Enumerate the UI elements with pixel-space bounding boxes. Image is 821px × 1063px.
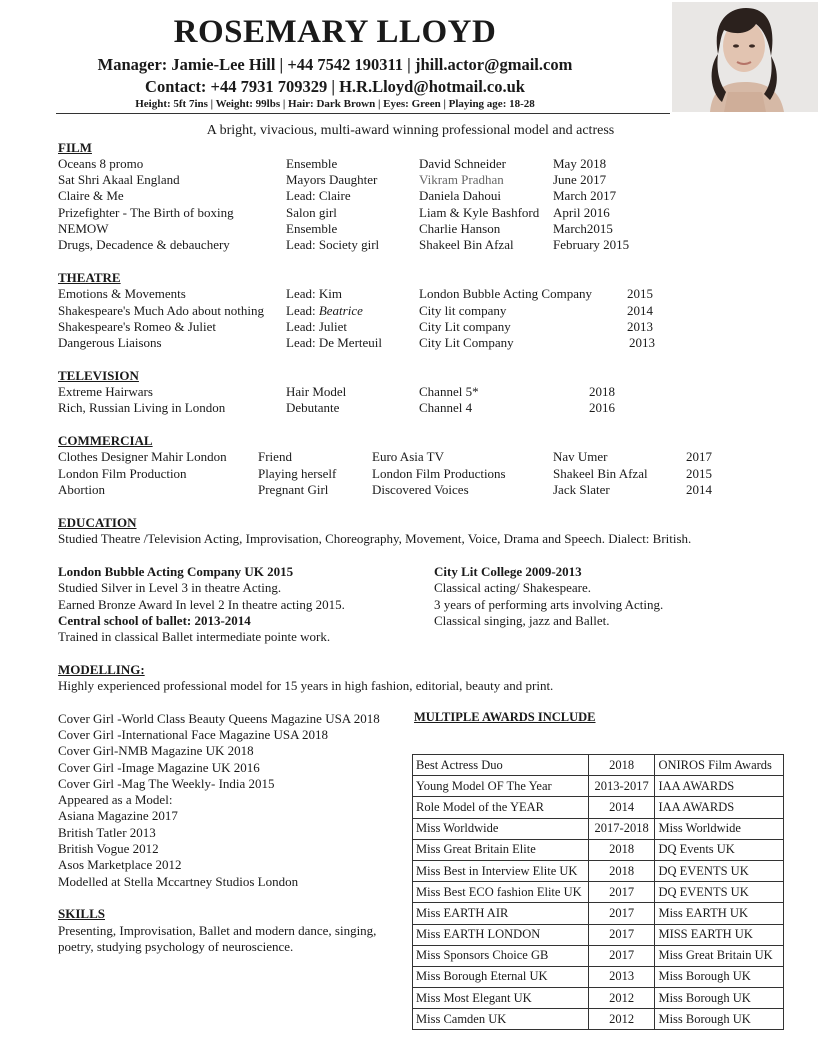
theatre-year: 2013 xyxy=(629,335,655,350)
commercial-row xyxy=(0,449,821,465)
commercial-role: Pregnant Girl xyxy=(258,482,329,497)
award-row xyxy=(413,755,784,776)
modelling-item: Cover Girl -International Face Magazine USA 2018 xyxy=(58,727,329,742)
commercial-year: 2017 xyxy=(686,449,712,464)
theatre-role-prefix: Lead: xyxy=(286,303,319,318)
skills-heading: SKILLS xyxy=(58,906,105,921)
award-year: 2013-2017 xyxy=(588,776,655,797)
theatre-row xyxy=(0,319,821,335)
education-summary: Studied Theatre /Television Acting, Improvisation, Choreography, Movement, Voice, Drama and Speech. Dialect: British. xyxy=(58,531,692,546)
commercial-title: London Film Production xyxy=(58,466,187,481)
film-role: Lead: Society girl xyxy=(286,237,380,252)
film-title: Oceans 8 promo xyxy=(58,156,144,171)
award-year: 2018 xyxy=(588,755,655,776)
theatre-role: Lead: De Merteuil xyxy=(286,335,383,350)
skills-line: Presenting, Improvisation, Ballet and modern dance, singing, xyxy=(58,923,377,938)
film-title: Sat Shri Akaal England xyxy=(58,172,180,187)
award-year: 2017 xyxy=(588,882,655,903)
tv-role: Debutante xyxy=(286,400,340,415)
award-title: Miss Best in Interview Elite UK xyxy=(413,860,589,881)
award-title: Miss Most Elegant UK xyxy=(413,988,589,1009)
film-date: April 2016 xyxy=(553,205,610,220)
actor-name: ROSEMARY LLOYD xyxy=(173,14,497,50)
tv-year: 2016 xyxy=(589,400,615,415)
award-title: Miss Borough Eternal UK xyxy=(413,966,589,987)
award-title: Miss EARTH LONDON xyxy=(413,924,589,945)
television-row xyxy=(0,384,821,400)
award-year: 2017 xyxy=(588,903,655,924)
education-ballet-title: Central school of ballet: 2013-2014 xyxy=(58,613,251,628)
education-city-lit-title: City Lit College 2009-2013 xyxy=(434,564,582,579)
film-role: Mayors Daughter xyxy=(286,172,378,187)
television-heading: TELEVISION xyxy=(58,368,139,383)
award-title: Miss Sponsors Choice GB xyxy=(413,945,589,966)
modelling-item: Asos Marketplace 2012 xyxy=(58,857,182,872)
education-heading: EDUCATION xyxy=(58,515,137,530)
award-title: Miss Camden UK xyxy=(413,1009,589,1030)
commercial-director: Nav Umer xyxy=(553,449,608,464)
film-row xyxy=(0,237,821,253)
film-date: February 2015 xyxy=(553,237,630,252)
theatre-year: 2013 xyxy=(627,319,653,334)
education-line: Classical singing, jazz and Ballet. xyxy=(434,613,610,628)
modelling-item: Appeared as a Model: xyxy=(58,792,173,807)
tv-role: Hair Model xyxy=(286,384,347,399)
award-title: Miss Great Britain Elite xyxy=(413,839,589,860)
commercial-title: Abortion xyxy=(58,482,105,497)
award-year: 2013 xyxy=(588,966,655,987)
award-title: Miss Worldwide xyxy=(413,818,589,839)
theatre-title: Emotions & Movements xyxy=(58,286,186,301)
film-title: Drugs, Decadence & debauchery xyxy=(58,237,230,252)
theatre-year: 2014 xyxy=(627,303,653,318)
award-row xyxy=(413,966,784,987)
award-organiser: Miss EARTH UK xyxy=(655,903,784,924)
award-row xyxy=(413,1009,784,1030)
award-year: 2018 xyxy=(588,839,655,860)
header-divider xyxy=(56,113,670,114)
stats-line: Height: 5ft 7ins | Weight: 99lbs | Hair: Dark Brown | Eyes: Green | Playing age: 18-28 xyxy=(135,98,535,110)
modelling-item: Cover Girl -Mag The Weekly- India 2015 xyxy=(58,776,275,791)
award-organiser: ONIROS Film Awards xyxy=(655,755,784,776)
award-row xyxy=(413,797,784,818)
commercial-year: 2014 xyxy=(686,482,712,497)
theatre-row xyxy=(0,335,821,351)
theatre-row xyxy=(0,286,821,302)
modelling-heading: MODELLING: xyxy=(58,662,145,677)
award-row xyxy=(413,818,784,839)
film-director: Vikram Pradhan xyxy=(419,172,504,187)
award-title: Miss Best ECO fashion Elite UK xyxy=(413,882,589,903)
manager-line: Manager: Jamie-Lee Hill | +44 7542 190311 | jhill.actor@gmail.com xyxy=(97,55,573,74)
tv-year: 2018 xyxy=(589,384,615,399)
award-organiser: Miss Borough UK xyxy=(655,988,784,1009)
commercial-company: Discovered Voices xyxy=(372,482,469,497)
theatre-title: Dangerous Liaisons xyxy=(58,335,162,350)
education-line: Earned Bronze Award In level 2 In theatre acting 2015. xyxy=(58,597,345,612)
award-organiser: Miss Borough UK xyxy=(655,966,784,987)
theatre-year: 2015 xyxy=(627,286,653,301)
skills-line: poetry, studying psychology of neuroscience. xyxy=(58,939,294,954)
award-row xyxy=(413,882,784,903)
commercial-year: 2015 xyxy=(686,466,712,481)
commercial-director: Shakeel Bin Afzal xyxy=(553,466,648,481)
film-row xyxy=(0,221,821,237)
modelling-item: Modelled at Stella Mccartney Studios London xyxy=(58,874,299,889)
award-row xyxy=(413,945,784,966)
modelling-item: Cover Girl -World Class Beauty Queens Magazine USA 2018 xyxy=(58,711,380,726)
film-date: June 2017 xyxy=(553,172,607,187)
theatre-row xyxy=(0,303,821,319)
film-row xyxy=(0,172,821,188)
theatre-company: London Bubble Acting Company xyxy=(419,286,592,301)
awards-table xyxy=(412,754,784,1030)
film-role: Ensemble xyxy=(286,221,338,236)
film-date: May 2018 xyxy=(553,156,607,171)
film-director: Daniela Dahoui xyxy=(419,188,501,203)
theatre-title: Shakespeare's Romeo & Juliet xyxy=(58,319,216,334)
award-title: Role Model of the YEAR xyxy=(413,797,589,818)
award-year: 2017-2018 xyxy=(588,818,655,839)
commercial-row xyxy=(0,466,821,482)
award-row xyxy=(413,988,784,1009)
film-row xyxy=(0,205,821,221)
theatre-company: City lit company xyxy=(419,303,507,318)
awards-heading: MULTIPLE AWARDS INCLUDE xyxy=(414,710,596,724)
commercial-row xyxy=(0,482,821,498)
contact-line: Contact: +44 7931 709329 | H.R.Lloyd@hotmail.co.uk xyxy=(145,77,525,96)
theatre-title: Shakespeare's Much Ado about nothing xyxy=(58,303,264,318)
film-row xyxy=(0,156,821,172)
film-role: Salon girl xyxy=(286,205,337,220)
award-year: 2012 xyxy=(588,988,655,1009)
headshot-photo xyxy=(672,2,818,112)
film-row xyxy=(0,188,821,204)
film-heading: FILM xyxy=(58,140,92,155)
award-organiser: Miss Great Britain UK xyxy=(655,945,784,966)
tv-title: Rich, Russian Living in London xyxy=(58,400,226,415)
award-year: 2014 xyxy=(588,797,655,818)
commercial-company: Euro Asia TV xyxy=(372,449,444,464)
film-title: NEMOW xyxy=(58,221,109,236)
award-year: 2017 xyxy=(588,924,655,945)
award-year: 2012 xyxy=(588,1009,655,1030)
theatre-company: City Lit company xyxy=(419,319,511,334)
film-role: Ensemble xyxy=(286,156,338,171)
education-line: Trained in classical Ballet intermediate pointe work. xyxy=(58,629,331,644)
education-line: Studied Silver in Level 3 in theatre Acting. xyxy=(58,580,282,595)
tv-title: Extreme Hairwars xyxy=(58,384,153,399)
award-organiser: DQ EVENTS UK xyxy=(655,882,784,903)
film-director: Liam & Kyle Bashford xyxy=(419,205,540,220)
film-director: Shakeel Bin Afzal xyxy=(419,237,514,252)
film-date: March 2017 xyxy=(553,188,617,203)
theatre-company: City Lit Company xyxy=(419,335,514,350)
film-director: Charlie Hanson xyxy=(419,221,501,236)
theatre-role-name: Beatrice xyxy=(318,303,363,318)
award-organiser: DQ EVENTS UK xyxy=(655,860,784,881)
modelling-item: Asiana Magazine 2017 xyxy=(58,808,178,823)
film-title: Prizefighter - The Birth of boxing xyxy=(58,205,234,220)
award-year: 2017 xyxy=(588,945,655,966)
commercial-company: London Film Productions xyxy=(372,466,506,481)
commercial-role: Playing herself xyxy=(258,466,337,481)
commercial-title: Clothes Designer Mahir London xyxy=(58,449,227,464)
commercial-heading: COMMERCIAL xyxy=(58,433,153,448)
award-row xyxy=(413,924,784,945)
award-organiser: Miss Worldwide xyxy=(655,818,784,839)
education-line: Classical acting/ Shakespeare. xyxy=(434,580,592,595)
award-organiser: IAA AWARDS xyxy=(655,776,784,797)
award-organiser: MISS EARTH UK xyxy=(655,924,784,945)
education-line: 3 years of performing arts involving Acting. xyxy=(434,597,664,612)
film-role: Lead: Claire xyxy=(286,188,351,203)
television-row xyxy=(0,400,821,416)
award-title: Best Actress Duo xyxy=(413,755,589,776)
tv-channel: Channel 4 xyxy=(419,400,473,415)
theatre-role xyxy=(286,303,363,319)
commercial-director: Jack Slater xyxy=(553,482,610,497)
education-london-bubble-title: London Bubble Acting Company UK 2015 xyxy=(58,564,294,579)
modelling-item: Cover Girl -Image Magazine UK 2016 xyxy=(58,760,260,775)
award-title: Young Model OF The Year xyxy=(413,776,589,797)
tv-channel: Channel 5* xyxy=(419,384,479,399)
award-year: 2018 xyxy=(588,860,655,881)
award-organiser: DQ Events UK xyxy=(655,839,784,860)
award-row xyxy=(413,776,784,797)
film-title: Claire & Me xyxy=(58,188,124,203)
modelling-item: British Vogue 2012 xyxy=(58,841,159,856)
theatre-role: Lead: Juliet xyxy=(286,319,348,334)
modelling-item: Cover Girl-NMB Magazine UK 2018 xyxy=(58,743,254,758)
award-organiser: Miss Borough UK xyxy=(655,1009,784,1030)
film-date: March2015 xyxy=(553,221,613,236)
modelling-summary: Highly experienced professional model for 15 years in high fashion, editorial, beauty and print. xyxy=(58,678,554,693)
award-organiser: IAA AWARDS xyxy=(655,797,784,818)
award-row xyxy=(413,860,784,881)
theatre-heading: THEATRE xyxy=(58,270,121,285)
award-row xyxy=(413,839,784,860)
tagline: A bright, vivacious, multi-award winning professional model and actress xyxy=(206,123,615,138)
commercial-role: Friend xyxy=(258,449,292,464)
modelling-item: British Tatler 2013 xyxy=(58,825,156,840)
award-row xyxy=(413,903,784,924)
award-title: Miss EARTH AIR xyxy=(413,903,589,924)
film-director: David Schneider xyxy=(419,156,507,171)
theatre-role: Lead: Kim xyxy=(286,286,342,301)
